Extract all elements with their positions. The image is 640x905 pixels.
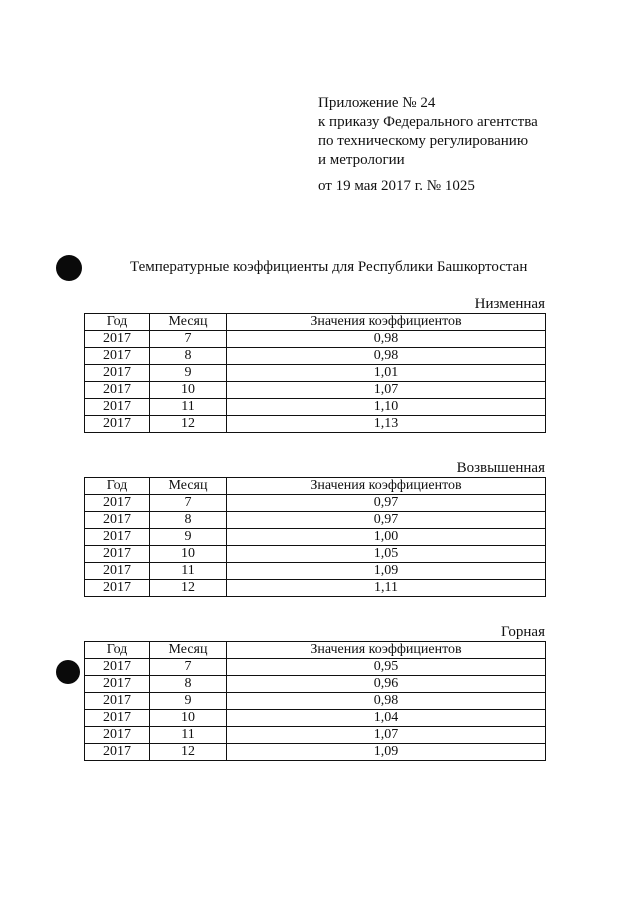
agency-name-line-2: и метрологии [318,152,405,168]
cell-month: 11 [150,399,227,416]
cell-value: 0,97 [227,495,546,512]
column-header-value: Значения коэффициентов [227,314,546,331]
cell-value: 1,07 [227,382,546,399]
cell-year: 2017 [85,529,150,546]
cell-value: 1,11 [227,580,546,597]
cell-year: 2017 [85,659,150,676]
table-row [85,399,546,416]
column-header-year: Год [85,314,150,331]
table-header-row [85,314,546,331]
cell-month: 8 [150,348,227,365]
cell-value: 0,96 [227,676,546,693]
column-header-year: Год [85,642,150,659]
cell-month: 7 [150,659,227,676]
table-row [85,365,546,382]
cell-year: 2017 [85,693,150,710]
cell-month: 10 [150,382,227,399]
cell-value: 1,07 [227,727,546,744]
cell-year: 2017 [85,580,150,597]
cell-month: 12 [150,416,227,433]
cell-year: 2017 [85,382,150,399]
table-row [85,659,546,676]
table-row [85,744,546,761]
cell-month: 7 [150,331,227,348]
cell-value: 0,98 [227,348,546,365]
table-row [85,512,546,529]
order-reference: к приказу Федерального агентства [318,114,538,130]
cell-year: 2017 [85,399,150,416]
table-row [85,529,546,546]
cell-year: 2017 [85,331,150,348]
cell-month: 8 [150,512,227,529]
cell-month: 12 [150,744,227,761]
coefficients-table-upland [84,477,546,597]
document-title: Температурные коэффициенты для Республики Башкортостан [130,259,528,275]
region-label-mountain: Горная [501,624,545,640]
table-row [85,727,546,744]
cell-value: 0,97 [227,512,546,529]
cell-year: 2017 [85,416,150,433]
cell-year: 2017 [85,727,150,744]
cell-value: 0,98 [227,331,546,348]
table-row [85,546,546,563]
cell-value: 1,01 [227,365,546,382]
cell-month: 11 [150,563,227,580]
cell-value: 1,09 [227,563,546,580]
table-header-row [85,642,546,659]
table-row [85,710,546,727]
table-row [85,563,546,580]
column-header-month: Месяц [150,314,227,331]
column-header-month: Месяц [150,478,227,495]
cell-year: 2017 [85,512,150,529]
cell-value: 1,09 [227,744,546,761]
region-label-lowland: Низменная [474,296,545,312]
table-row [85,495,546,512]
table-row [85,416,546,433]
cell-year: 2017 [85,365,150,382]
agency-name-line: по техническому регулированию [318,133,529,149]
column-header-value: Значения коэффициентов [227,642,546,659]
cell-year: 2017 [85,495,150,512]
cell-value: 0,95 [227,659,546,676]
cell-year: 2017 [85,676,150,693]
cell-month: 9 [150,529,227,546]
cell-value: 1,04 [227,710,546,727]
table-row [85,580,546,597]
cell-value: 0,98 [227,693,546,710]
cell-year: 2017 [85,710,150,727]
appendix-number: Приложение № 24 [318,95,436,111]
coefficients-table-lowland [84,313,546,433]
cell-value: 1,05 [227,546,546,563]
cell-year: 2017 [85,563,150,580]
cell-month: 11 [150,727,227,744]
table-row [85,348,546,365]
region-label-upland: Возвышенная [456,460,545,476]
coefficients-table-mountain [84,641,546,761]
table-row [85,382,546,399]
column-header-month: Месяц [150,642,227,659]
table-row [85,676,546,693]
punch-hole [56,255,82,281]
cell-month: 9 [150,693,227,710]
table-row [85,693,546,710]
column-header-value: Значения коэффициентов [227,478,546,495]
table-header-row [85,478,546,495]
cell-year: 2017 [85,348,150,365]
cell-year: 2017 [85,744,150,761]
cell-value: 1,00 [227,529,546,546]
order-date: от 19 мая 2017 г. № 1025 [318,178,475,194]
cell-year: 2017 [85,546,150,563]
cell-month: 10 [150,546,227,563]
cell-month: 8 [150,676,227,693]
cell-value: 1,10 [227,399,546,416]
cell-month: 12 [150,580,227,597]
punch-hole [56,660,80,684]
cell-month: 10 [150,710,227,727]
appendix-header [318,94,618,196]
cell-month: 9 [150,365,227,382]
cell-month: 7 [150,495,227,512]
table-row [85,331,546,348]
cell-value: 1,13 [227,416,546,433]
column-header-year: Год [85,478,150,495]
